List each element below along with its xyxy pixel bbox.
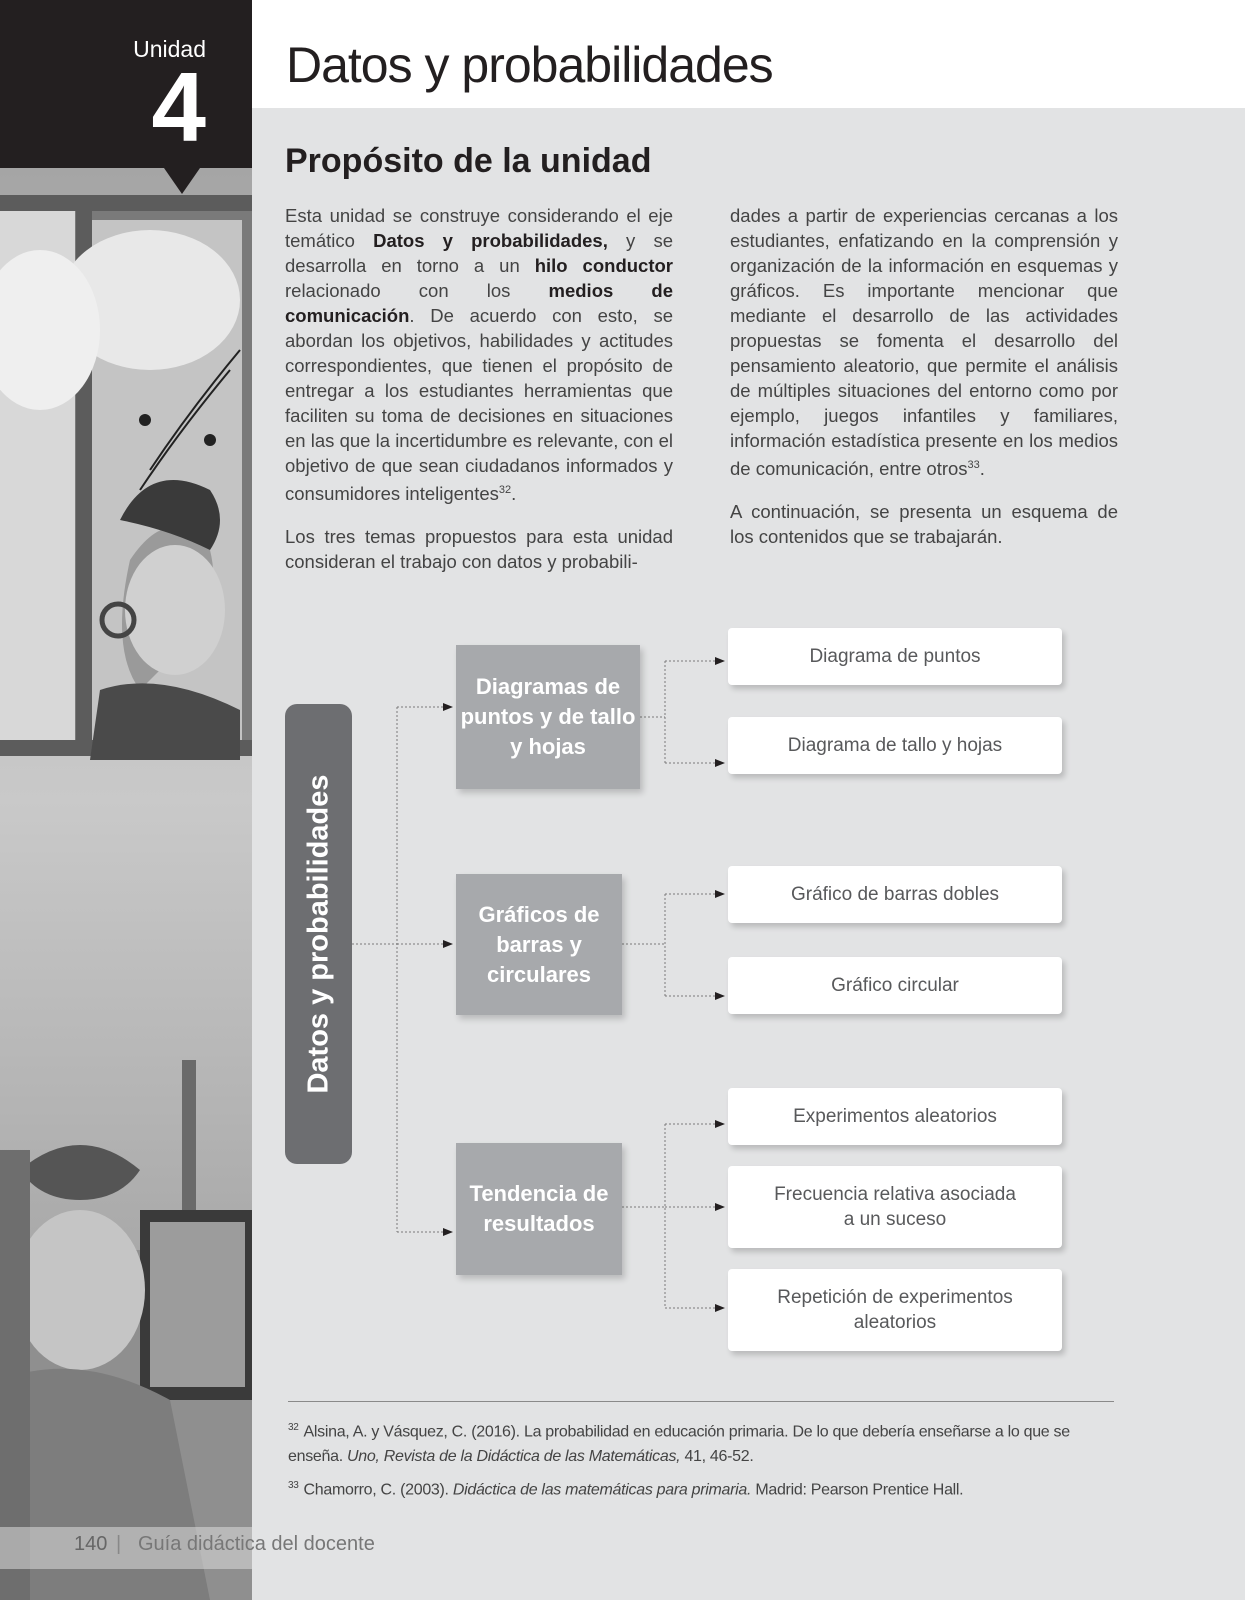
diagram-leaf-node: Gráfico de barras dobles	[728, 866, 1062, 923]
diagram-leaf-node: Gráfico circular	[728, 957, 1062, 1014]
diagram-leaf-node: Diagrama de tallo y hojas	[728, 717, 1062, 774]
footnote-ref: 33	[967, 459, 980, 471]
page-title: Datos y probabilidades	[286, 37, 773, 93]
unit-number: 4	[151, 52, 206, 162]
unit-label: Unidad	[133, 36, 206, 62]
footnote: $^{33}$ Chamorro, C. (2003). Didáctica de las matemáticas para primaria. Madrid: Pearson Prentice Hall.	[288, 1480, 964, 1499]
footer-text: Guía didáctica del docente	[138, 1533, 375, 1555]
diagram-leaf-node: Frecuencia relativa asociada a un suceso	[728, 1166, 1062, 1248]
diagram-leaf-node: Repetición de experimentos aleatorios	[728, 1269, 1062, 1351]
diagram-leaf-node: Experimentos aleatorios	[728, 1088, 1062, 1145]
paragraph: A continuación, se presenta un esquema de los contenidos que se trabajarán.	[730, 501, 1118, 548]
paragraph: Esta unidad se construye considerando el eje temático Datos y probabilidades, y se desarrolla en torno a un hilo conductor relacionado con los medios de comunicación. De acuerdo con esto, se abordan los objetivos, habilidades y actitudes correspondientes, que tienen el propósito de entregar a los estudiantes herramientas que faciliten su toma de decisiones en situaciones en las que la incertidumbre es relevante, con el objetivo de que sean ciudadanos informados y consumidores inteligentes$^{32}$.	[285, 205, 673, 505]
paragraph: Los tres temas propuestos para esta unidad consideran el trabajo con datos y probabili-	[285, 526, 673, 573]
diagram-root-node	[285, 704, 352, 1164]
footer-separator: |	[116, 1533, 122, 1555]
footnote-ref: 32	[498, 484, 512, 496]
paragraph: dades a partir de experiencias cercanas a los estudiantes, enfatizando en la comprensión y organización de la información en esquemas y gráficos. Es importante mencionar que mediante el desarrollo de las actividades propuestas se fomenta el desarrollo del pensamiento aleatorio, que permite el análisis de múltiples situaciones del entorno como por ejemplo, juegos infantiles y familiares, información estadística presente en los medios de comunicación, entre otros$^{33}$.	[730, 205, 1118, 480]
diagram-branch-node: Gráficos de barras y circulares	[456, 874, 622, 1015]
diagram-root-label: Datos y probabilidades	[302, 774, 334, 1094]
page-number: 140	[74, 1533, 108, 1555]
footnote-divider	[288, 1401, 1114, 1402]
diagram-branch-node: Diagramas de puntos y de tallo y hojas	[456, 645, 640, 789]
diagram-leaf-node: Diagrama de puntos	[728, 628, 1062, 685]
footnote: $^{32}$ Alsina, A. y Vásquez, C. (2016). La probabilidad en educación primaria. De lo que debería enseñarse a lo que se enseña. Uno, Revista de la Didáctica de las Matemáticas, 41, 46-52.	[288, 1422, 1070, 1466]
section-title: Propósito de la unidad	[285, 142, 652, 180]
diagram-branch-node: Tendencia de resultados	[456, 1143, 622, 1275]
